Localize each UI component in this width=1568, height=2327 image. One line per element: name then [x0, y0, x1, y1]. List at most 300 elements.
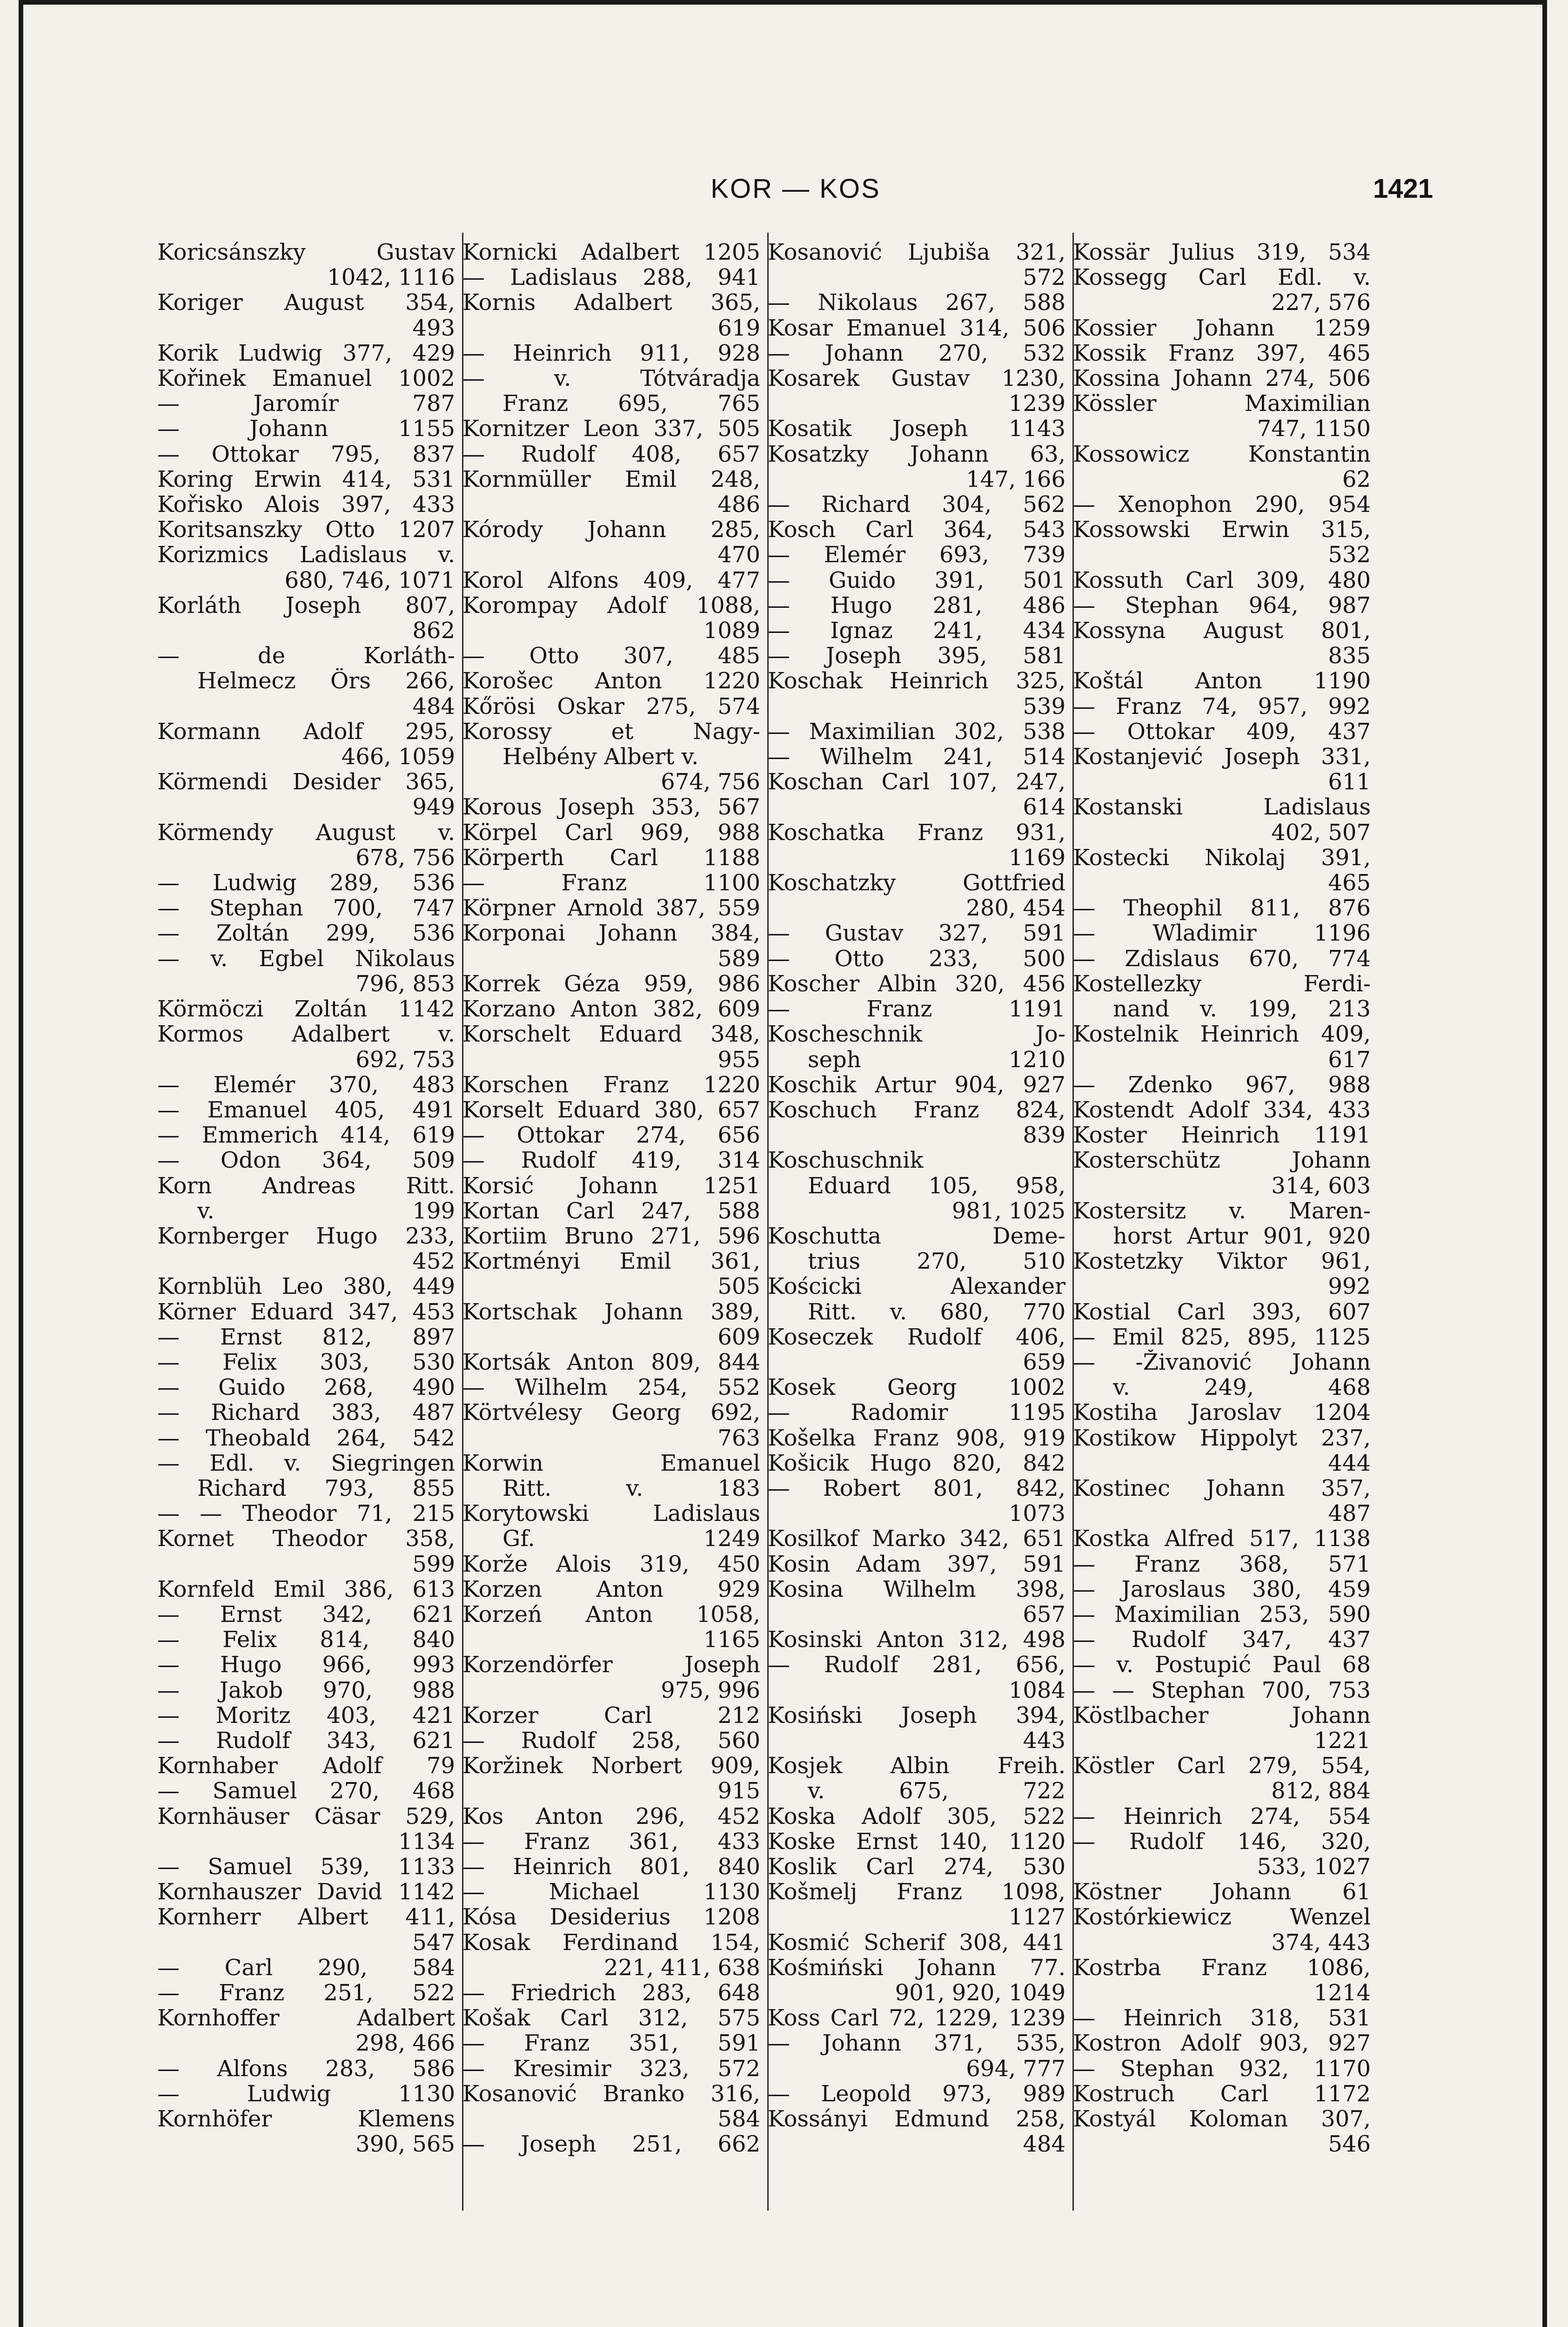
entry-line: Körtvélesy Georg 692, — [462, 1400, 760, 1426]
entry-line: 487 — [1328, 1501, 1371, 1527]
index-entry — [462, 1072, 760, 1097]
entry-line: Kosterschütz Johann — [1073, 1148, 1371, 1173]
entry-line: — Heinrich 274, 554 — [1073, 1803, 1371, 1829]
entry-line: Kossier Johann 1259 — [1073, 315, 1371, 341]
index-entry — [462, 1097, 760, 1123]
entry-line: 470 — [717, 542, 760, 568]
index-entry — [157, 2005, 455, 2056]
index-entry — [768, 744, 1065, 769]
entry-line: Kortsák Anton 809, 844 — [462, 1349, 760, 1375]
index-entry — [462, 1198, 760, 1224]
entry-line: — Guido 268, 490 — [157, 1375, 455, 1400]
index-entry — [1073, 2031, 1371, 2056]
entry-line: 314, 603 — [1271, 1173, 1371, 1198]
index-entry — [1073, 1678, 1371, 1703]
entry-line: Kostron Adolf 903, 927 — [1073, 2031, 1371, 2056]
entry-line: Kornherr Albert 411, — [157, 1904, 455, 1930]
index-entry — [768, 1753, 1065, 1803]
entry-line: Kornicki Adalbert 1205 — [462, 240, 760, 265]
index-entry — [768, 1804, 1065, 1829]
entry-line: — Ludwig 289, 536 — [157, 870, 455, 896]
index-entry — [157, 442, 455, 467]
entry-line: 505 — [717, 1274, 760, 1299]
index-entry — [157, 240, 455, 290]
entry-line: Kosin Adam 397, 591 — [768, 1551, 1065, 1577]
entry-line: 611 — [1328, 769, 1371, 795]
entry-line: Kostelnik Heinrich 409, — [1073, 1022, 1371, 1047]
index-entry — [157, 946, 455, 996]
entry-line: 835 — [1328, 643, 1371, 669]
index-entry — [1073, 1022, 1371, 1072]
index-entry — [157, 2081, 455, 2106]
index-entry — [157, 1577, 455, 1602]
index-entry — [462, 845, 760, 870]
entry-line: Košicik Hugo 820, 842 — [768, 1450, 1065, 1476]
index-entry — [462, 1577, 760, 1602]
entry-line: — Wladimir 1196 — [1073, 921, 1371, 946]
index-entry — [157, 643, 455, 719]
entry-line: Kosanović Ljubiša 321, — [768, 240, 1065, 265]
index-entry — [157, 1451, 455, 1501]
entry-line: Koske Ernst 140, 1120 — [768, 1829, 1065, 1854]
index-entry — [157, 1904, 455, 1955]
index-entry — [768, 341, 1065, 366]
index-entry — [157, 1148, 455, 1173]
entry-line: — Leopold 973, 989 — [768, 2081, 1065, 2107]
entry-line: Kosina Wilhelm 398, — [768, 1576, 1065, 1602]
index-entry — [462, 1350, 760, 1375]
entry-line: 486 — [717, 492, 760, 518]
index-entry — [462, 442, 760, 467]
entry-line: 444 — [1328, 1450, 1371, 1476]
entry-line: — Ottokar 274, 656 — [462, 1123, 760, 1148]
index-entry — [157, 769, 455, 820]
index-entry — [157, 1299, 455, 1325]
column-2 — [462, 240, 760, 2208]
index-entry — [768, 996, 1065, 1022]
entry-line: — Otto 307, 485 — [462, 643, 760, 669]
index-entry — [1073, 1552, 1371, 1577]
index-entry — [768, 2106, 1065, 2157]
index-entry — [462, 1501, 760, 1551]
entry-line: Koschan Carl 107, 247, — [768, 769, 1065, 795]
entry-line: Kornitzer Leon 337, 505 — [462, 416, 760, 442]
entry-line: Kossina Johann 274, 506 — [1073, 366, 1371, 391]
entry-line: 227, 576 — [1271, 290, 1371, 316]
entry-line: Körpel Carl 969, 988 — [462, 820, 760, 845]
entry-line: Köstlbacher Johann — [1073, 1702, 1371, 1728]
entry-line: horst Artur 901, 920 — [1113, 1223, 1371, 1249]
entry-line: Helbény Albert v. — [503, 744, 699, 770]
index-entry — [462, 568, 760, 593]
entry-line: — Franz 368, 571 — [1073, 1551, 1371, 1577]
index-entry — [1073, 391, 1371, 441]
index-entry — [1073, 1955, 1371, 2005]
entry-line: — v. Tótváradja — [462, 366, 760, 391]
entry-line: Koster Heinrich 1191 — [1073, 1123, 1371, 1148]
index-entry — [768, 568, 1065, 593]
index-entry — [1073, 1476, 1371, 1526]
entry-line: Kostial Carl 393, 607 — [1073, 1299, 1371, 1325]
entry-line: — v. Egbel Nikolaus — [157, 946, 455, 971]
entry-line: 546 — [1328, 2132, 1371, 2157]
entry-line: Kostórkiewicz Wenzel — [1073, 1904, 1371, 1930]
entry-line: — Ottokar 795, 837 — [157, 441, 455, 467]
entry-line: 1165 — [703, 1627, 760, 1653]
entry-line: Kostendt Adolf 334, 433 — [1073, 1097, 1371, 1123]
index-entry — [768, 2005, 1065, 2031]
entry-line: Kornfeld Emil 386, 613 — [157, 1576, 455, 1602]
entry-line: Koscher Albin 320, 456 — [768, 971, 1065, 997]
entry-line: 390, 565 — [355, 2132, 455, 2157]
entry-line: — Jakob 970, 988 — [157, 1677, 455, 1703]
index-entry — [768, 1325, 1065, 1375]
entry-line: — Felix 814, 840 — [157, 1627, 455, 1653]
index-entry — [1073, 1703, 1371, 1753]
index-entry — [462, 1602, 760, 1652]
entry-line: Korrek Géza 959, 986 — [462, 971, 760, 997]
entry-line: Koscheschnik Jo- — [768, 1022, 1065, 1047]
entry-line: 839 — [1023, 1123, 1065, 1148]
entry-line: 147, 166 — [966, 466, 1065, 492]
entry-line: 1084 — [1008, 1677, 1065, 1703]
entry-line: — Samuel 270, 468 — [157, 1778, 455, 1804]
entry-line: — Elemér 370, 483 — [157, 1072, 455, 1097]
index-entry — [768, 971, 1065, 996]
index-entry — [1073, 1904, 1371, 1955]
entry-line: Kostka Alfred 517, 1138 — [1073, 1526, 1371, 1552]
entry-line: Koschuch Franz 824, — [768, 1097, 1065, 1123]
entry-line: Kosarek Gustav 1230, — [768, 366, 1065, 391]
entry-line: Kossegg Carl Edl. v. — [1073, 265, 1371, 290]
entry-line: — Emmerich 414, 619 — [157, 1123, 455, 1148]
entry-line: — Rudolf 258, 560 — [462, 1728, 760, 1754]
entry-line: Korzeń Anton 1058, — [462, 1601, 760, 1628]
entry-line: — Heinrich 318, 531 — [1073, 2005, 1371, 2031]
entry-line: Kornhäuser Cäsar 529, — [157, 1803, 455, 1829]
entry-line: 62 — [1342, 466, 1371, 492]
entry-line: Körperth Carl 1188 — [462, 845, 760, 871]
entry-line: — Kresimir 323, 572 — [462, 2056, 760, 2081]
entry-line: — Franz 251, 522 — [157, 1980, 455, 2006]
index-entry — [462, 1980, 760, 2005]
index-entry — [157, 416, 455, 441]
entry-line: Ritt. v. 680, 770 — [808, 1299, 1065, 1325]
entry-line: Kosilkof Marko 342, 651 — [768, 1526, 1065, 1552]
index-entry — [768, 1526, 1065, 1551]
entry-line: Kořisko Alois 397, 433 — [157, 492, 455, 518]
entry-line: Kosjek Albin Freih. — [768, 1753, 1065, 1779]
index-entry — [768, 240, 1065, 290]
entry-line: Franz 695, 765 — [503, 391, 760, 417]
index-entry — [768, 769, 1065, 820]
entry-line: Korschen Franz 1220 — [462, 1072, 760, 1097]
index-entry — [157, 1652, 455, 1677]
index-entry — [1073, 1879, 1371, 1904]
entry-line: Koschatzky Gottfried — [768, 870, 1065, 896]
entry-line: 493 — [412, 315, 455, 341]
page-header — [158, 173, 1433, 210]
entry-line: Kosar Emanuel 314, 506 — [768, 315, 1065, 341]
index-entry — [1073, 1299, 1371, 1325]
entry-line: — Ladislaus 288, 941 — [462, 265, 760, 290]
index-entry — [462, 1123, 760, 1148]
entry-line: 298, 466 — [355, 2031, 455, 2056]
entry-line: Kostiha Jaroslav 1204 — [1073, 1400, 1371, 1426]
index-entry — [462, 2081, 760, 2132]
entry-line: Korzer Carl 212 — [462, 1702, 760, 1728]
entry-line: — Stephan 932, 1170 — [1073, 2056, 1371, 2081]
index-entry — [768, 1426, 1065, 1451]
entry-line: Kostanski Ladislaus — [1073, 794, 1371, 820]
index-entry — [157, 1879, 455, 1904]
entry-line: 584 — [717, 2106, 760, 2132]
entry-line: — Ludwig 1130 — [157, 2081, 455, 2107]
entry-line: Korsić Johann 1251 — [462, 1173, 760, 1198]
entry-line: 1221 — [1313, 1728, 1371, 1754]
entry-line: — Ernst 342, 621 — [157, 1601, 455, 1628]
index-entry — [462, 517, 760, 567]
entry-line: — Wilhelm 241, 514 — [768, 744, 1065, 770]
index-entry — [768, 668, 1065, 719]
entry-line: Košak Carl 312, 575 — [462, 2005, 760, 2031]
entry-line: v. 199 — [197, 1198, 455, 1224]
entry-line: Koriger August 354, — [157, 290, 455, 316]
index-entry — [1073, 1829, 1371, 1879]
index-entry — [1073, 1325, 1371, 1350]
index-entry — [157, 290, 455, 340]
entry-line: Kościcki Alexander — [768, 1274, 1065, 1299]
index-entry — [157, 1274, 455, 1299]
entry-line: 619 — [717, 315, 760, 341]
entry-line: Kossik Franz 397, 465 — [1073, 340, 1371, 366]
entry-line: Koska Adolf 305, 522 — [768, 1803, 1065, 1829]
index-entry — [462, 1022, 760, 1072]
entry-line: Körmöczi Zoltán 1142 — [157, 996, 455, 1022]
index-entry — [1073, 794, 1371, 845]
column-1 — [157, 240, 455, 2208]
index-entry — [157, 996, 455, 1022]
index-entry — [768, 2031, 1065, 2081]
entry-line: 484 — [412, 693, 455, 719]
entry-line: 452 — [412, 1249, 455, 1274]
entry-line: — Felix 303, 530 — [157, 1349, 455, 1375]
index-entry — [462, 1879, 760, 1904]
entry-line: 674, 756 — [661, 769, 760, 795]
entry-line: Kosinski Anton 312, 498 — [768, 1627, 1065, 1653]
entry-line: v. 249, 468 — [1113, 1375, 1371, 1400]
index-entry — [157, 1804, 455, 1854]
entry-line: Kossowski Erwin 315, — [1073, 517, 1371, 543]
entry-line: Kostersitz v. Maren- — [1073, 1198, 1371, 1224]
index-entry — [768, 1476, 1065, 1526]
index-entry — [157, 1350, 455, 1375]
index-entry — [768, 1022, 1065, 1072]
index-entry — [462, 921, 760, 971]
index-entry — [768, 1854, 1065, 1879]
index-entry — [462, 1299, 760, 1350]
entry-line: Kornet Theodor 358, — [157, 1526, 455, 1552]
entry-line: Kornis Adalbert 365, — [462, 290, 760, 316]
index-entry — [1073, 492, 1371, 517]
entry-line: Kornberger Hugo 233, — [157, 1223, 455, 1249]
entry-line: Kořinek Emanuel 1002 — [157, 366, 455, 391]
index-entry — [462, 2005, 760, 2031]
index-entry — [1073, 442, 1371, 492]
index-entry — [768, 290, 1065, 315]
entry-line: Köstler Carl 279, 554, — [1073, 1753, 1371, 1779]
entry-line: — Ernst 812, 897 — [157, 1324, 455, 1350]
entry-line: Korláth Joseph 807, — [157, 592, 455, 619]
entry-line: Kornhöfer Klemens — [157, 2106, 455, 2132]
entry-line: — Theobald 264, 542 — [157, 1425, 455, 1451]
entry-line: Kostikow Hippolyt 237, — [1073, 1425, 1371, 1451]
entry-line: 901, 920, 1049 — [895, 1980, 1065, 2006]
index-entry — [157, 1678, 455, 1703]
entry-line: 443 — [1023, 1728, 1065, 1754]
index-entry — [157, 1980, 455, 2005]
entry-line: Koritsanszky Otto 1207 — [157, 517, 455, 543]
entry-line: — Zdislaus 670, 774 — [1073, 946, 1371, 971]
entry-line: Kórody Johann 285, — [462, 517, 760, 543]
index-entry — [157, 1375, 455, 1400]
index-entry — [157, 1854, 455, 1879]
entry-line: Koschak Heinrich 325, — [768, 668, 1065, 694]
entry-line: — Richard 304, 562 — [768, 492, 1065, 518]
entry-line: Korik Ludwig 377, 429 — [157, 340, 455, 366]
index-entry — [1073, 1249, 1371, 1299]
entry-line: Korossy et Nagy- — [462, 719, 760, 745]
entry-line: — Edl. v. Siegringen — [157, 1450, 455, 1476]
entry-line: — Stephan 700, 747 — [157, 895, 455, 921]
entry-line: 747, 1150 — [1257, 416, 1371, 442]
index-entry — [1073, 2056, 1371, 2081]
entry-line: 915 — [717, 1778, 760, 1804]
index-entry — [768, 946, 1065, 971]
index-entry — [462, 2056, 760, 2081]
entry-line: Kosmić Scherif 308, 441 — [768, 1930, 1065, 1955]
entry-line: Košmelj Franz 1098, — [768, 1879, 1065, 1905]
index-entry — [768, 442, 1065, 492]
index-entry — [1073, 1097, 1371, 1123]
entry-line: Korzen Anton 929 — [462, 1576, 760, 1602]
index-entry — [462, 1375, 760, 1400]
index-entry — [157, 719, 455, 769]
index-entry — [157, 2106, 455, 2157]
entry-line: — Friedrich 283, 648 — [462, 1980, 760, 2006]
entry-line: Kosatzky Johann 63, — [768, 441, 1065, 467]
entry-line: — Rudolf 146, 320, — [1073, 1829, 1371, 1854]
index-entry — [768, 1577, 1065, 1627]
entry-line: — Jaromír 787 — [157, 391, 455, 417]
entry-line: — Gustav 327, 591 — [768, 921, 1065, 946]
entry-line: Koring Erwin 414, 531 — [157, 466, 455, 492]
entry-line: Kosiński Joseph 394, — [768, 1702, 1065, 1728]
index-entry — [462, 467, 760, 517]
entry-line: — Franz 1100 — [462, 870, 760, 896]
index-entry — [1073, 719, 1371, 744]
index-entry — [157, 492, 455, 517]
entry-line: Koseczek Rudolf 406, — [768, 1324, 1065, 1350]
entry-line: 692, 753 — [355, 1047, 455, 1072]
index-entry — [768, 1930, 1065, 1955]
index-entry — [157, 1602, 455, 1627]
entry-line: 589 — [717, 946, 760, 971]
entry-line: 402, 507 — [1271, 820, 1371, 845]
entry-line: Gf. 1249 — [503, 1526, 760, 1552]
entry-line: — Moritz 403, 421 — [157, 1702, 455, 1728]
index-entry — [157, 1778, 455, 1803]
entry-line: — Michael 1130 — [462, 1879, 760, 1905]
index-entry — [462, 794, 760, 820]
entry-line: Košelka Franz 908, 919 — [768, 1425, 1065, 1451]
entry-line: 678, 756 — [355, 845, 455, 871]
index-entry — [1073, 845, 1371, 895]
entry-line: 1073 — [1008, 1501, 1065, 1527]
index-entry — [1073, 1123, 1371, 1148]
entry-line: Kortiim Bruno 271, 596 — [462, 1223, 760, 1249]
entry-line: Kostellezky Ferdi- — [1073, 971, 1371, 997]
entry-line: 657 — [1023, 1601, 1065, 1628]
index-entry — [1073, 1804, 1371, 1829]
entry-line: Körmendi Desider 365, — [157, 769, 455, 795]
entry-line: Kosch Carl 364, 543 — [768, 517, 1065, 543]
entry-line: 539 — [1023, 693, 1065, 719]
entry-line: — — Stephan 700, 753 — [1073, 1677, 1371, 1703]
entry-line: v. 675, 722 — [808, 1778, 1065, 1804]
index-entry — [1073, 366, 1371, 391]
index-entry — [768, 1829, 1065, 1854]
index-entry — [1073, 1627, 1371, 1652]
index-entry — [157, 1097, 455, 1123]
index-entry — [462, 2031, 760, 2056]
index-entry — [157, 366, 455, 391]
index-entry — [1073, 265, 1371, 315]
index-entry — [462, 265, 760, 290]
entry-line: Korponai Johann 384, — [462, 921, 760, 946]
entry-line: — Zoltán 299, 536 — [157, 921, 455, 946]
entry-line: — Johann 371, 535, — [768, 2031, 1065, 2056]
index-entry — [157, 593, 455, 643]
index-entry — [462, 416, 760, 441]
entry-line: — Heinrich 911, 928 — [462, 340, 760, 366]
entry-line: Kosanović Branko 316, — [462, 2081, 760, 2107]
entry-line: nand v. 199, 213 — [1113, 996, 1371, 1022]
index-entry — [157, 1526, 455, 1576]
entry-line: Kőrösi Oskar 275, 574 — [462, 693, 760, 719]
entry-line: Kortményi Emil 361, — [462, 1249, 760, 1274]
index-entry — [462, 643, 760, 668]
index-entry — [1073, 1148, 1371, 1198]
entry-line: — Odon 364, 509 — [157, 1148, 455, 1173]
entry-line: Koschuschnik — [768, 1148, 924, 1173]
entry-line: 1127 — [1008, 1904, 1065, 1930]
entry-line: 680, 746, 1071 — [284, 567, 455, 593]
running-head: KOR — KOS — [710, 174, 881, 204]
entry-line: Kössler Maximilian — [1073, 391, 1371, 417]
entry-line: Kornhaber Adolf 79 — [157, 1753, 455, 1779]
entry-line: Kossuth Carl 309, 480 — [1073, 567, 1371, 593]
entry-line: 484 — [1023, 2132, 1065, 2157]
entry-line: — Xenophon 290, 954 — [1073, 492, 1371, 518]
entry-line: 1042, 1116 — [327, 265, 455, 290]
index-entry — [157, 870, 455, 895]
index-entry — [1073, 517, 1371, 567]
index-entry — [1073, 971, 1371, 1022]
entry-line: 1214 — [1313, 1980, 1371, 2006]
entry-line: Korzano Anton 382, 609 — [462, 996, 760, 1022]
index-entry — [1073, 1652, 1371, 1677]
